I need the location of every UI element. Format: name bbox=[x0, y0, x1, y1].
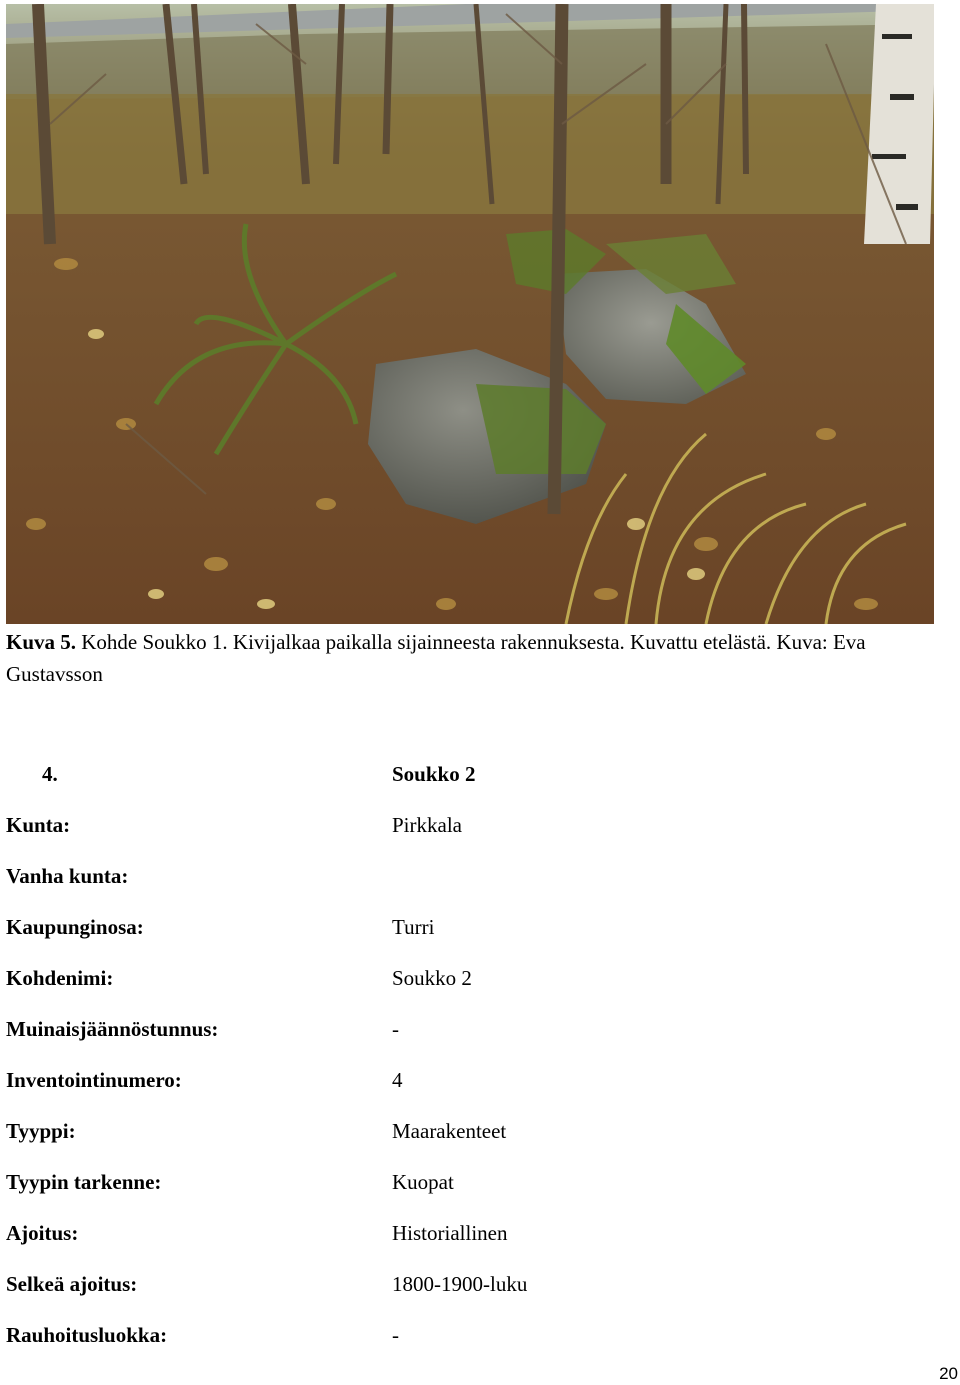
field-value-kohdenimi: Soukko 2 bbox=[392, 966, 472, 990]
field-value-kaupunginosa: Turri bbox=[392, 915, 435, 939]
field-value-selkea-ajoitus: 1800-1900-luku bbox=[392, 1272, 528, 1296]
site-number: 4. bbox=[42, 762, 58, 786]
caption-label: Kuva 5. bbox=[6, 630, 77, 654]
field-label-muinaisjaannostunnus: Muinaisjäännöstunnus: bbox=[6, 1017, 219, 1041]
field-label-tyyppi: Tyyppi: bbox=[6, 1119, 76, 1143]
field-label-kaupunginosa: Kaupunginosa: bbox=[6, 915, 144, 939]
site-title: Soukko 2 bbox=[392, 762, 476, 786]
field-value-inventointinumero: 4 bbox=[392, 1068, 403, 1092]
field-value-tyyppi: Maarakenteet bbox=[392, 1119, 507, 1143]
field-value-muinaisjaannostunnus: - bbox=[392, 1017, 399, 1041]
field-label-kunta: Kunta: bbox=[6, 813, 71, 837]
figure-caption bbox=[6, 626, 946, 690]
field-label-ajoitus: Ajoitus: bbox=[6, 1221, 79, 1245]
field-label-vanha-kunta: Vanha kunta: bbox=[6, 864, 129, 888]
forest-boulder-photo bbox=[6, 4, 934, 624]
field-value-ajoitus: Historiallinen bbox=[392, 1221, 508, 1245]
field-value-kunta: Pirkkala bbox=[392, 813, 462, 837]
site-photo bbox=[6, 4, 934, 624]
caption-text: Kohde Soukko 1. Kivijalkaa paikalla sijainneesta rakennuksesta. Kuvattu etelästä. Kuva: Eva Gustavsson bbox=[6, 630, 866, 686]
field-label-tyypin-tarkenne: Tyypin tarkenne: bbox=[6, 1170, 162, 1194]
field-label-selkea-ajoitus: Selkeä ajoitus: bbox=[6, 1272, 138, 1296]
field-value-rauhoitusluokka: - bbox=[392, 1323, 399, 1347]
field-label-rauhoitusluokka: Rauhoitusluokka: bbox=[6, 1323, 168, 1347]
field-label-inventointinumero: Inventointinumero: bbox=[6, 1068, 182, 1092]
page-number: 20 bbox=[939, 1364, 958, 1383]
field-value-tyypin-tarkenne: Kuopat bbox=[392, 1170, 454, 1194]
field-label-kohdenimi: Kohdenimi: bbox=[6, 966, 114, 990]
